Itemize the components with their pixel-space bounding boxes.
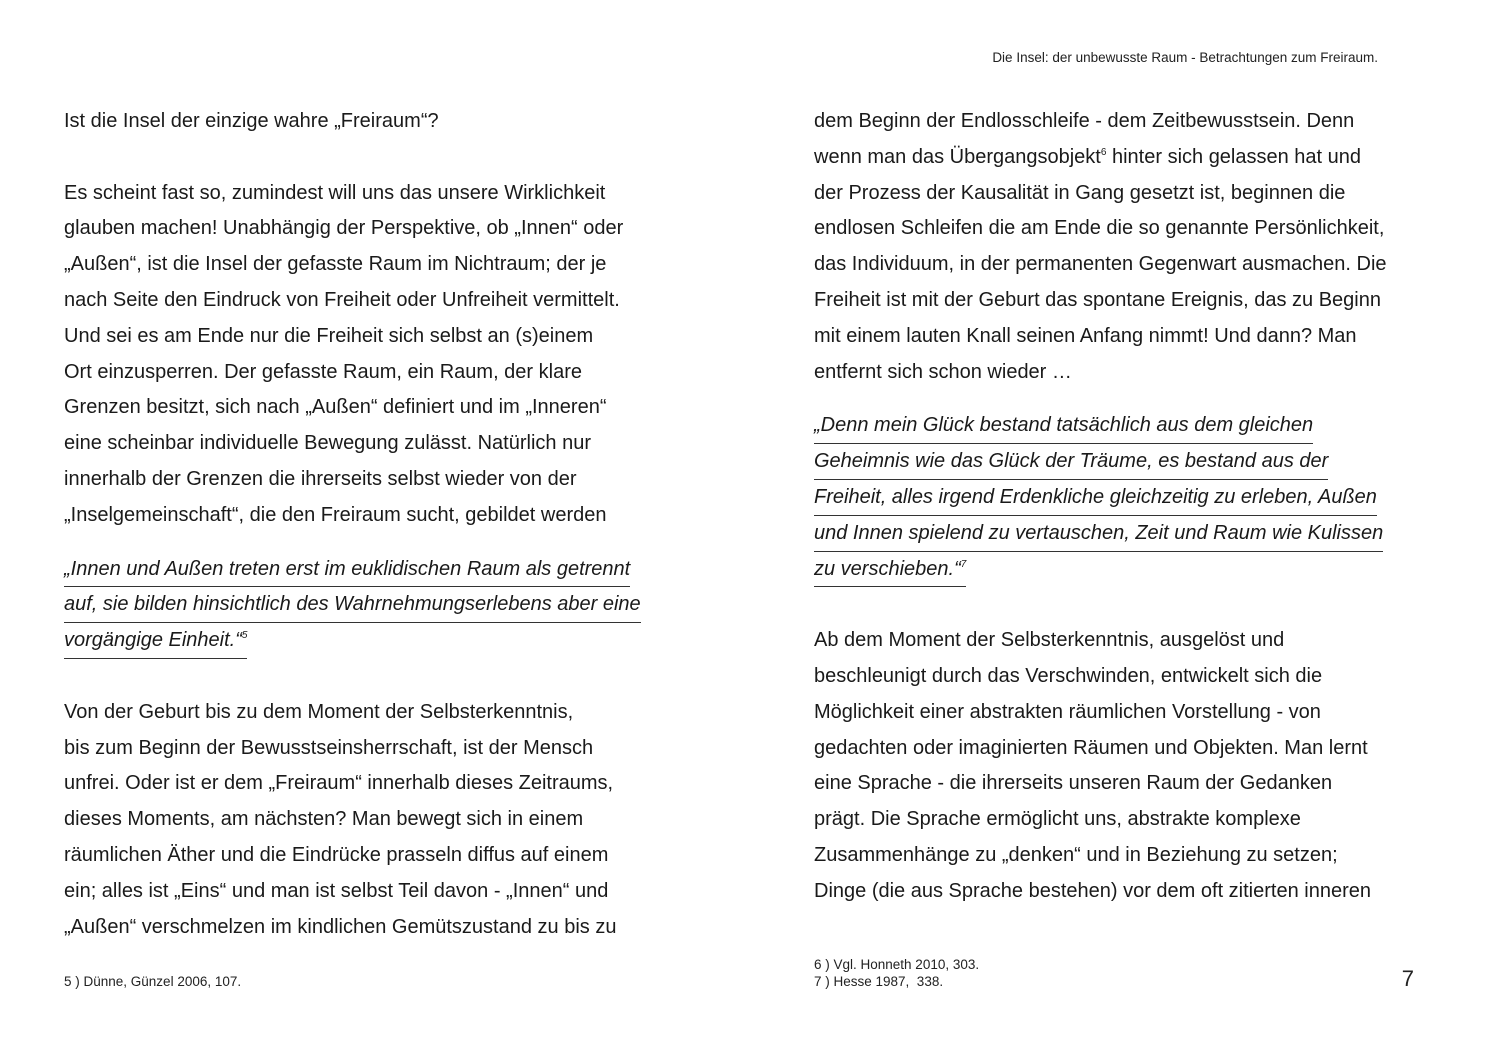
text-line: mit einem lauten Knall seinen Anfang nimmt! Und dann? Man bbox=[814, 324, 1357, 347]
text-line: dem Beginn der Endlosschleife - dem Zeitbewusstsein. Denn bbox=[814, 110, 1355, 132]
heading-question: Ist die Insel der einzige wahre „Freiraum“? bbox=[64, 110, 439, 132]
footnote-ref-7: 7 bbox=[960, 558, 967, 570]
text-line: „Außen“, ist die Insel der gefasste Raum im Nichtraum; der je bbox=[64, 253, 607, 276]
left-paragraph-2 bbox=[64, 695, 714, 946]
text-line: innerhalb der Grenzen die ihrerseits selbst wieder von der bbox=[64, 467, 577, 490]
text-line: eine scheinbar individuelle Bewegung zulässt. Natürlich nur bbox=[64, 432, 591, 455]
running-header: Die Insel: der unbewusste Raum - Betrachtungen zum Freiraum. bbox=[992, 50, 1378, 65]
text-line: „Außen“ verschmelzen im kindlichen Gemütszustand zu bis zu bbox=[64, 915, 617, 938]
right-page bbox=[750, 0, 1500, 1064]
footnote-ref-5: 5 bbox=[241, 630, 248, 642]
text-line: gedachten oder imaginierten Räumen und Objekten. Man lernt bbox=[814, 736, 1368, 759]
left-block-quote bbox=[64, 552, 714, 659]
text-line: dieses Moments, am nächsten? Man bewegt sich in einem bbox=[64, 808, 584, 831]
quote-line: „Denn mein Glück bestand tatsächlich aus dem gleichen bbox=[814, 408, 1313, 444]
text-segment: wenn man das Übergangsobjekt bbox=[814, 145, 1101, 168]
quote-line-last bbox=[814, 552, 966, 588]
quote-line: und Innen spielend zu vertauschen, Zeit und Raum wie Kulissen bbox=[814, 516, 1383, 552]
text-line: „Inselgemeinschaft“, die den Freiraum sucht, gebildet werden bbox=[64, 503, 607, 526]
text-line: prägt. Die Sprache ermöglicht uns, abstrakte komplexe bbox=[814, 808, 1301, 831]
footnote-5: 5 ) Dünne, Günzel 2006, 107. bbox=[64, 974, 242, 989]
quote-line: Freiheit, alles irgend Erdenkliche gleichzeitig zu erleben, Außen bbox=[814, 480, 1377, 516]
right-footnotes bbox=[814, 956, 979, 990]
left-text-column bbox=[64, 104, 714, 945]
text-line bbox=[814, 140, 1454, 176]
text-line: Dinge (die aus Sprache bestehen) vor dem oft zitierten inneren bbox=[814, 879, 1371, 902]
text-line: glauben machen! Unabhängig der Perspektive, ob „Innen“ oder bbox=[64, 217, 624, 240]
text-line: der Prozess der Kausalität in Gang gesetzt ist, beginnen die bbox=[814, 181, 1346, 204]
text-line: Grenzen besitzt, sich nach „Außen“ definiert und im „Inneren“ bbox=[64, 396, 607, 419]
text-line: Von der Geburt bis zu dem Moment der Selbsterkenntnis, bbox=[64, 700, 574, 723]
quote-line: „Innen und Außen treten erst im euklidischen Raum als getrennt bbox=[64, 552, 630, 588]
text-line: das Individuum, in der permanenten Gegenwart ausmachen. Die bbox=[814, 253, 1387, 276]
quote-line-text: zu verschieben.“ bbox=[814, 557, 961, 580]
text-line: Ort einzusperren. Der gefasste Raum, ein Raum, der klare bbox=[64, 360, 582, 383]
right-paragraph-1 bbox=[814, 104, 1454, 390]
right-text-column bbox=[814, 104, 1454, 910]
right-paragraph-2 bbox=[814, 623, 1454, 909]
text-line: nach Seite den Eindruck von Freiheit oder Unfreiheit vermittelt. bbox=[64, 288, 620, 311]
text-line: entfernt sich schon wieder … bbox=[814, 360, 1072, 383]
text-line: unfrei. Oder ist er dem „Freiraum“ innerhalb dieses Zeitraums, bbox=[64, 772, 614, 795]
quote-line-text: vorgängige Einheit.“ bbox=[64, 629, 242, 652]
text-line: beschleunigt durch das Verschwinden, entwickelt sich die bbox=[814, 664, 1323, 687]
quote-line: Geheimnis wie das Glück der Träume, es bestand aus der bbox=[814, 444, 1328, 480]
quote-line: auf, sie bilden hinsichtlich des Wahrnehmungserlebens aber eine bbox=[64, 587, 641, 623]
text-line: räumlichen Äther und die Eindrücke prasseln diffus auf einem bbox=[64, 843, 609, 866]
text-line: Ab dem Moment der Selbsterkenntnis, ausgelöst und bbox=[814, 629, 1285, 652]
text-line: Und sei es am Ende nur die Freiheit sich selbst an (s)einem bbox=[64, 324, 594, 347]
text-line: Möglichkeit einer abstrakten räumlichen Vorstellung - von bbox=[814, 700, 1321, 723]
footnote-ref-6: 6 bbox=[1100, 146, 1107, 158]
text-line: Zusammenhänge zu „denken“ und in Beziehung zu setzen; bbox=[814, 843, 1338, 866]
text-line: Es scheint fast so, zumindest will uns das unsere Wirklichkeit bbox=[64, 181, 606, 204]
text-segment: hinter sich gelassen hat und bbox=[1106, 145, 1362, 168]
page-number: 7 bbox=[1401, 966, 1414, 991]
right-block-quote bbox=[814, 408, 1454, 587]
footnote-6: 6 ) Vgl. Honneth 2010, 303. bbox=[814, 957, 980, 972]
text-line: eine Sprache - die ihrerseits unseren Raum der Gedanken bbox=[814, 772, 1333, 795]
quote-line-last bbox=[64, 623, 247, 659]
text-line: endlosen Schleifen die am Ende die so genannte Persönlichkeit, bbox=[814, 217, 1385, 240]
text-line: Freiheit ist mit der Geburt das spontane Ereignis, das zu Beginn bbox=[814, 288, 1381, 311]
text-line: bis zum Beginn der Bewusstseinsherrschaft, ist der Mensch bbox=[64, 736, 594, 759]
text-line: ein; alles ist „Eins“ und man ist selbst Teil davon - „Innen“ und bbox=[64, 879, 609, 902]
left-footnotes bbox=[64, 973, 241, 990]
footnote-7: 7 ) Hesse 1987, 338. bbox=[814, 974, 944, 989]
left-paragraph-1 bbox=[64, 176, 714, 534]
